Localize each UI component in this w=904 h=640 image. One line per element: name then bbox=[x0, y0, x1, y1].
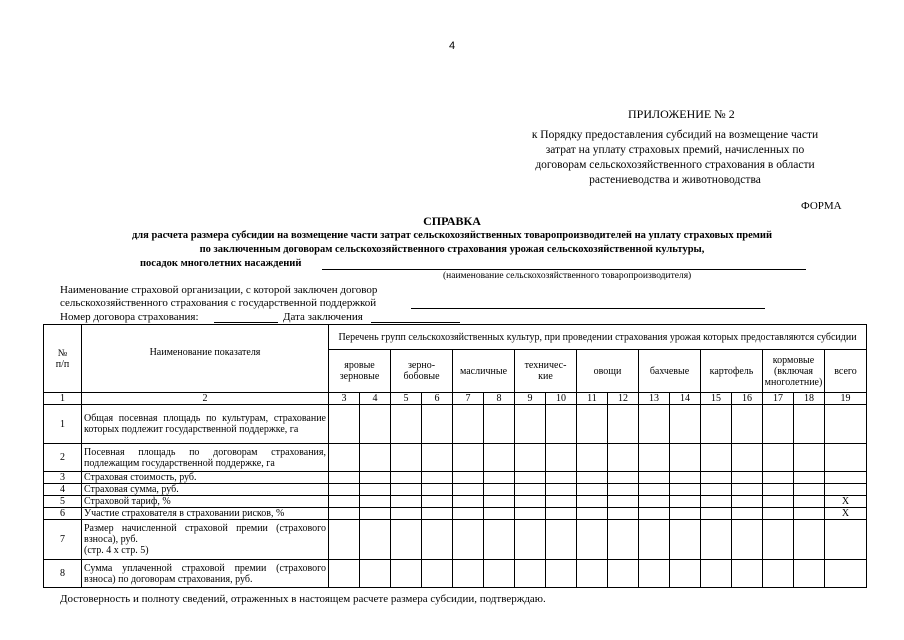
value-cell[interactable] bbox=[515, 520, 546, 560]
value-cell[interactable] bbox=[484, 405, 515, 444]
column-number: 8 bbox=[484, 393, 515, 405]
value-cell[interactable] bbox=[515, 405, 546, 444]
value-cell[interactable] bbox=[577, 472, 608, 484]
producer-caption: (наименование сельскохозяйственного товаропроизводителя) bbox=[443, 271, 692, 281]
value-cell[interactable] bbox=[701, 508, 732, 520]
value-cell[interactable] bbox=[391, 484, 422, 496]
contract-number-field[interactable] bbox=[214, 309, 278, 323]
indicator-text: Сумма уплаченной страховой премии (страхового взноса) по договорам страхования, руб. bbox=[84, 562, 326, 585]
value-cell[interactable] bbox=[577, 444, 608, 472]
indicator-text: Участие страхователя в страховании рисков, % bbox=[84, 508, 285, 519]
indicator-name bbox=[82, 496, 329, 508]
value-cell[interactable] bbox=[794, 484, 825, 496]
column-number: 7 bbox=[453, 393, 484, 405]
column-number: 14 bbox=[670, 393, 701, 405]
table-row bbox=[44, 520, 867, 560]
table-body bbox=[44, 405, 867, 588]
value-cell[interactable] bbox=[422, 560, 453, 588]
value-cell[interactable] bbox=[391, 472, 422, 484]
appendix-title: ПРИЛОЖЕНИЕ № 2 bbox=[628, 107, 735, 121]
value-cell[interactable] bbox=[701, 444, 732, 472]
total-cell[interactable] bbox=[825, 484, 867, 496]
group-vegetables bbox=[577, 350, 639, 393]
group-line: бахчевые bbox=[649, 365, 690, 377]
group-total bbox=[825, 350, 867, 393]
value-cell[interactable] bbox=[794, 405, 825, 444]
value-cell[interactable] bbox=[329, 508, 360, 520]
value-cell[interactable] bbox=[670, 496, 701, 508]
insurer-label-line2: сельскохозяйственного страхования с государственной поддержкой bbox=[60, 297, 377, 309]
indicator-name bbox=[82, 484, 329, 496]
table-row bbox=[44, 484, 867, 496]
indicator-text: Страховая сумма, руб. bbox=[84, 484, 179, 495]
group-line: яровые bbox=[344, 360, 375, 371]
value-cell[interactable] bbox=[639, 520, 670, 560]
contract-date-field[interactable] bbox=[371, 309, 460, 323]
column-number: 19 bbox=[825, 393, 867, 405]
document-title: СПРАВКА bbox=[423, 214, 481, 228]
value-cell[interactable] bbox=[515, 560, 546, 588]
value-cell[interactable] bbox=[391, 405, 422, 444]
value-cell[interactable] bbox=[484, 560, 515, 588]
appendix-subtitle bbox=[505, 128, 845, 188]
column-number: 12 bbox=[608, 393, 639, 405]
value-cell[interactable] bbox=[701, 405, 732, 444]
contract-number-label: Номер договора страхования: bbox=[60, 311, 199, 323]
value-cell[interactable] bbox=[732, 484, 763, 496]
value-cell[interactable] bbox=[670, 405, 701, 444]
header-num-line: п/п bbox=[55, 358, 70, 370]
group-line: картофель bbox=[709, 365, 754, 377]
value-cell[interactable] bbox=[360, 520, 391, 560]
value-cell[interactable] bbox=[515, 444, 546, 472]
group-line: зерновые bbox=[339, 371, 380, 382]
group-fodder bbox=[763, 350, 825, 393]
value-cell[interactable] bbox=[794, 444, 825, 472]
column-number: 15 bbox=[701, 393, 732, 405]
value-cell[interactable] bbox=[794, 496, 825, 508]
row-number: 5 bbox=[44, 496, 82, 508]
value-cell[interactable] bbox=[639, 508, 670, 520]
value-cell[interactable] bbox=[701, 472, 732, 484]
table-row bbox=[44, 472, 867, 484]
column-number: 16 bbox=[732, 393, 763, 405]
row-number: 7 bbox=[44, 520, 82, 560]
value-cell[interactable] bbox=[391, 508, 422, 520]
group-line: кие bbox=[538, 371, 553, 382]
group-line: бобовые bbox=[403, 371, 440, 382]
value-cell[interactable] bbox=[608, 484, 639, 496]
value-cell[interactable] bbox=[453, 496, 484, 508]
value-cell[interactable] bbox=[546, 560, 577, 588]
value-cell[interactable] bbox=[484, 508, 515, 520]
value-cell[interactable] bbox=[546, 508, 577, 520]
column-number: 18 bbox=[794, 393, 825, 405]
value-cell[interactable] bbox=[360, 496, 391, 508]
value-cell[interactable] bbox=[546, 496, 577, 508]
group-technical bbox=[515, 350, 577, 393]
value-cell[interactable] bbox=[670, 484, 701, 496]
value-cell[interactable] bbox=[453, 560, 484, 588]
column-number: 17 bbox=[763, 393, 794, 405]
total-cell[interactable] bbox=[825, 405, 867, 444]
value-cell[interactable] bbox=[329, 405, 360, 444]
value-cell[interactable] bbox=[391, 444, 422, 472]
value-cell[interactable] bbox=[422, 444, 453, 472]
value-cell[interactable] bbox=[453, 472, 484, 484]
value-cell[interactable] bbox=[329, 444, 360, 472]
table-row bbox=[44, 508, 867, 520]
indicator-name bbox=[82, 520, 329, 560]
value-cell[interactable] bbox=[546, 405, 577, 444]
group-line: многолетние) bbox=[764, 376, 823, 388]
value-cell[interactable] bbox=[639, 405, 670, 444]
value-cell[interactable] bbox=[732, 508, 763, 520]
indicator-text: Страховой тариф, % bbox=[84, 496, 171, 507]
group-spring-grain bbox=[329, 350, 391, 393]
table-row bbox=[44, 496, 867, 508]
total-cell[interactable]: Х bbox=[825, 508, 867, 520]
value-cell[interactable] bbox=[608, 520, 639, 560]
group-line: кормовые bbox=[772, 354, 815, 366]
value-cell[interactable] bbox=[608, 560, 639, 588]
table-row bbox=[44, 405, 867, 444]
value-cell[interactable] bbox=[546, 520, 577, 560]
value-cell[interactable] bbox=[701, 484, 732, 496]
indicator-name bbox=[82, 444, 329, 472]
value-cell[interactable] bbox=[453, 405, 484, 444]
value-cell[interactable] bbox=[329, 496, 360, 508]
value-cell[interactable] bbox=[639, 496, 670, 508]
value-cell[interactable] bbox=[732, 560, 763, 588]
column-number: 3 bbox=[329, 393, 360, 405]
value-cell[interactable] bbox=[608, 444, 639, 472]
column-number: 4 bbox=[360, 393, 391, 405]
row-number: 4 bbox=[44, 484, 82, 496]
column-numbers-row bbox=[44, 393, 867, 405]
value-cell[interactable] bbox=[577, 484, 608, 496]
value-cell[interactable] bbox=[763, 496, 794, 508]
value-cell[interactable] bbox=[360, 472, 391, 484]
indicator-text: Страховая стоимость, руб. bbox=[84, 472, 197, 483]
column-number: 5 bbox=[391, 393, 422, 405]
indicator-name bbox=[82, 560, 329, 588]
value-cell[interactable] bbox=[608, 472, 639, 484]
total-cell[interactable] bbox=[825, 520, 867, 560]
value-cell[interactable] bbox=[360, 508, 391, 520]
appendix-line: затрат на уплату страховых премий, начисленных по bbox=[545, 144, 805, 156]
group-potato bbox=[701, 350, 763, 393]
indicator-text: Общая посевная площадь по культурам, страхование которых подлежит государственной поддержке, га bbox=[84, 413, 326, 435]
document-subtitle-line: по заключенным договорам сельскохозяйственного страхования урожая сельскохозяйственной культуры, bbox=[199, 244, 705, 255]
page-number: 4 bbox=[448, 40, 456, 52]
value-cell[interactable] bbox=[763, 520, 794, 560]
value-cell[interactable] bbox=[701, 520, 732, 560]
group-melons bbox=[639, 350, 701, 393]
column-number: 11 bbox=[577, 393, 608, 405]
header-indicator: Наименование показателя bbox=[82, 325, 329, 393]
column-number: 10 bbox=[546, 393, 577, 405]
producer-name-field[interactable] bbox=[322, 256, 806, 270]
value-cell[interactable] bbox=[329, 484, 360, 496]
value-cell[interactable] bbox=[453, 444, 484, 472]
column-number: 1 bbox=[44, 393, 82, 405]
column-number: 13 bbox=[639, 393, 670, 405]
value-cell[interactable] bbox=[329, 520, 360, 560]
appendix-line: договорам сельскохозяйственного страхования в области bbox=[535, 159, 815, 171]
column-number: 2 bbox=[82, 393, 329, 405]
value-cell[interactable] bbox=[670, 472, 701, 484]
value-cell[interactable] bbox=[546, 484, 577, 496]
indicator-text: Размер начисленной страховой премии (страхового взноса), руб. bbox=[84, 523, 326, 545]
value-cell[interactable] bbox=[360, 560, 391, 588]
value-cell[interactable] bbox=[639, 472, 670, 484]
appendix-line: к Порядку предоставления субсидий на возмещение части bbox=[531, 129, 819, 141]
value-cell[interactable] bbox=[360, 484, 391, 496]
value-cell[interactable] bbox=[422, 405, 453, 444]
row-number: 3 bbox=[44, 472, 82, 484]
table-row bbox=[44, 444, 867, 472]
value-cell[interactable] bbox=[608, 496, 639, 508]
value-cell[interactable] bbox=[763, 405, 794, 444]
value-cell[interactable] bbox=[577, 520, 608, 560]
value-cell[interactable] bbox=[608, 405, 639, 444]
value-cell[interactable] bbox=[484, 496, 515, 508]
value-cell[interactable] bbox=[422, 520, 453, 560]
group-line: зерно- bbox=[407, 360, 436, 371]
total-cell[interactable]: Х bbox=[825, 496, 867, 508]
value-cell[interactable] bbox=[701, 560, 732, 588]
total-cell[interactable] bbox=[825, 560, 867, 588]
value-cell[interactable] bbox=[360, 444, 391, 472]
group-oilseed bbox=[453, 350, 515, 393]
value-cell[interactable] bbox=[763, 472, 794, 484]
value-cell[interactable] bbox=[422, 508, 453, 520]
group-line: всего bbox=[834, 365, 857, 377]
value-cell[interactable] bbox=[515, 496, 546, 508]
indicator-formula: (стр. 4 x стр. 5) bbox=[84, 545, 149, 556]
header-num-line: № bbox=[57, 347, 68, 359]
value-cell[interactable] bbox=[794, 508, 825, 520]
value-cell[interactable] bbox=[732, 496, 763, 508]
groups-header: Перечень групп сельскохозяйственных культур, при проведении страхования урожая которых предоставляются субсидии bbox=[329, 325, 867, 350]
row-number: 2 bbox=[44, 444, 82, 472]
value-cell[interactable] bbox=[577, 508, 608, 520]
contract-date-label: Дата заключения bbox=[283, 311, 363, 323]
document-subtitle-line: посадок многолетних насаждений bbox=[140, 258, 302, 269]
value-cell[interactable] bbox=[639, 484, 670, 496]
value-cell[interactable] bbox=[546, 444, 577, 472]
value-cell[interactable] bbox=[732, 520, 763, 560]
value-cell[interactable] bbox=[515, 508, 546, 520]
value-cell[interactable] bbox=[608, 508, 639, 520]
appendix-line: растениеводства и животноводства bbox=[589, 174, 761, 186]
value-cell[interactable] bbox=[732, 405, 763, 444]
group-line: масличные bbox=[459, 365, 508, 377]
value-cell[interactable] bbox=[391, 520, 422, 560]
header-num bbox=[44, 325, 82, 393]
value-cell[interactable] bbox=[763, 484, 794, 496]
value-cell[interactable] bbox=[329, 560, 360, 588]
value-cell[interactable] bbox=[670, 508, 701, 520]
group-legumes bbox=[391, 350, 453, 393]
value-cell[interactable] bbox=[453, 508, 484, 520]
value-cell[interactable] bbox=[794, 520, 825, 560]
value-cell[interactable] bbox=[639, 560, 670, 588]
value-cell[interactable] bbox=[577, 496, 608, 508]
value-cell[interactable] bbox=[391, 496, 422, 508]
value-cell[interactable] bbox=[577, 405, 608, 444]
value-cell[interactable] bbox=[453, 484, 484, 496]
value-cell[interactable] bbox=[515, 484, 546, 496]
value-cell[interactable] bbox=[453, 520, 484, 560]
value-cell[interactable] bbox=[639, 444, 670, 472]
value-cell[interactable] bbox=[422, 484, 453, 496]
row-number: 1 bbox=[44, 405, 82, 444]
form-label: ФОРМА bbox=[801, 200, 842, 212]
value-cell[interactable] bbox=[763, 444, 794, 472]
group-line: (включая bbox=[773, 365, 814, 377]
value-cell[interactable] bbox=[422, 472, 453, 484]
total-cell[interactable] bbox=[825, 472, 867, 484]
insurer-label-line1: Наименование страховой организации, с которой заключен договор bbox=[60, 284, 378, 296]
row-number: 6 bbox=[44, 508, 82, 520]
indicator-name bbox=[82, 472, 329, 484]
column-number: 6 bbox=[422, 393, 453, 405]
table-row bbox=[44, 560, 867, 588]
value-cell[interactable] bbox=[546, 472, 577, 484]
value-cell[interactable] bbox=[670, 444, 701, 472]
column-number: 9 bbox=[515, 393, 546, 405]
group-line: овощи bbox=[593, 365, 622, 377]
value-cell[interactable] bbox=[484, 444, 515, 472]
value-cell[interactable] bbox=[732, 444, 763, 472]
row-number: 8 bbox=[44, 560, 82, 588]
subsidy-table bbox=[43, 324, 867, 588]
value-cell[interactable] bbox=[763, 560, 794, 588]
indicator-name bbox=[82, 405, 329, 444]
value-cell[interactable] bbox=[763, 508, 794, 520]
value-cell[interactable] bbox=[732, 472, 763, 484]
value-cell[interactable] bbox=[484, 484, 515, 496]
value-cell[interactable] bbox=[701, 496, 732, 508]
value-cell[interactable] bbox=[670, 520, 701, 560]
value-cell[interactable] bbox=[794, 560, 825, 588]
confirmation-text: Достоверность и полноту сведений, отраженных в настоящем расчете размера субсидии, подтверждаю. bbox=[60, 593, 546, 605]
value-cell[interactable] bbox=[670, 560, 701, 588]
value-cell[interactable] bbox=[329, 472, 360, 484]
value-cell[interactable] bbox=[515, 472, 546, 484]
indicator-text: Посевная площадь по договорам страхования, подлежащим государственной поддержке, га bbox=[84, 446, 326, 469]
value-cell[interactable] bbox=[484, 472, 515, 484]
value-cell[interactable] bbox=[422, 496, 453, 508]
value-cell[interactable] bbox=[391, 560, 422, 588]
value-cell[interactable] bbox=[360, 405, 391, 444]
value-cell[interactable] bbox=[484, 520, 515, 560]
indicator-name bbox=[82, 508, 329, 520]
value-cell[interactable] bbox=[577, 560, 608, 588]
value-cell[interactable] bbox=[794, 472, 825, 484]
group-line: техничес- bbox=[524, 360, 567, 371]
insurer-name-field[interactable] bbox=[411, 295, 765, 309]
document-subtitle-line: для расчета размера субсидии на возмещение части затрат сельскохозяйственных товаропроизводителей на уплату страховых премий bbox=[131, 230, 773, 241]
total-cell[interactable] bbox=[825, 444, 867, 472]
